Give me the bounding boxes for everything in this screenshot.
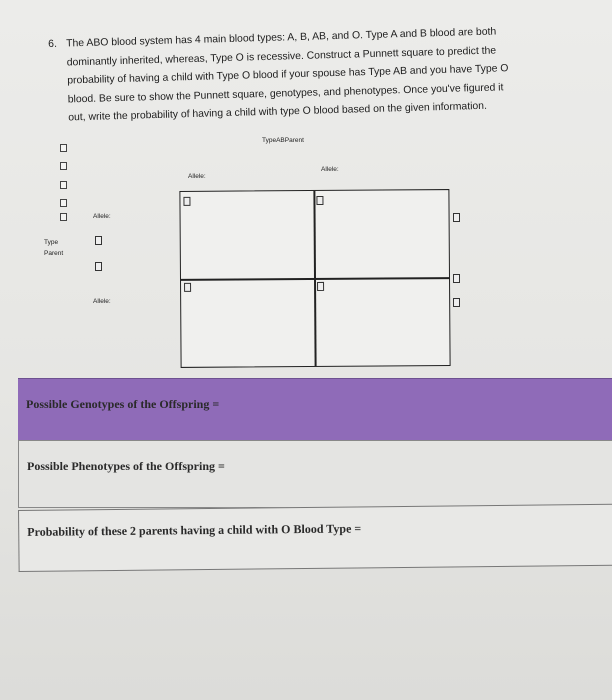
phenotypes-answer-field[interactable]	[18, 440, 612, 508]
probability-answer-field[interactable]	[18, 504, 612, 572]
punnett-square[interactable]	[179, 189, 450, 368]
cell-marker-icon	[317, 282, 324, 291]
placeholder-box-icon	[95, 262, 102, 271]
question-block	[48, 21, 595, 129]
cell-marker-icon	[184, 283, 191, 292]
side-parent-label: Parent	[44, 250, 64, 257]
cell-marker-icon	[183, 197, 190, 206]
side-allele-bottom-label: Allele:	[93, 298, 111, 305]
placeholder-box-icon	[453, 274, 460, 283]
question-number: 6.	[48, 38, 58, 50]
phenotypes-label: Possible Phenotypes of the Offspring =	[27, 459, 225, 473]
top-allele-left-label: Allele:	[188, 173, 206, 180]
top-parent-label: TypeABParent	[262, 137, 304, 144]
placeholder-box-icon	[60, 144, 67, 152]
placeholder-box-icon	[60, 213, 67, 221]
question-line: dominantly inherited, whereas, Type O is recessive. Construct a Punnett square to predict the	[66, 44, 497, 68]
side-allele-top-label: Allele:	[93, 213, 111, 220]
top-allele-right-label: Allele:	[321, 166, 339, 173]
cell-marker-icon	[316, 196, 323, 205]
placeholder-box-icon	[453, 213, 460, 222]
side-parent-type-label: Type	[44, 239, 59, 246]
question-line: probability of having a child with Type O blood if your spouse has Type AB and you have Type O	[67, 63, 509, 87]
placeholder-box-icon	[95, 236, 102, 245]
placeholder-box-icon	[453, 298, 460, 307]
genotypes-answer-field[interactable]	[18, 378, 612, 444]
genotypes-label: Possible Genotypes of the Offspring =	[26, 397, 220, 411]
placeholder-box-icon	[60, 162, 67, 170]
question-line: out, write the probability of having a child with type O blood based on the given information.	[68, 100, 488, 124]
placeholder-box-icon	[60, 199, 67, 207]
question-text	[66, 21, 595, 128]
placeholder-box-icon	[60, 181, 67, 189]
question-line: The ABO blood system has 4 main blood types: A, B, AB, and O. Type A and B blood are both	[66, 26, 497, 50]
probability-label: Probability of these 2 parents having a child with O Blood Type =	[27, 521, 362, 539]
question-line: blood. Be sure to show the Punnett square, genotypes, and phenotypes. Once you've figured it	[67, 81, 504, 105]
